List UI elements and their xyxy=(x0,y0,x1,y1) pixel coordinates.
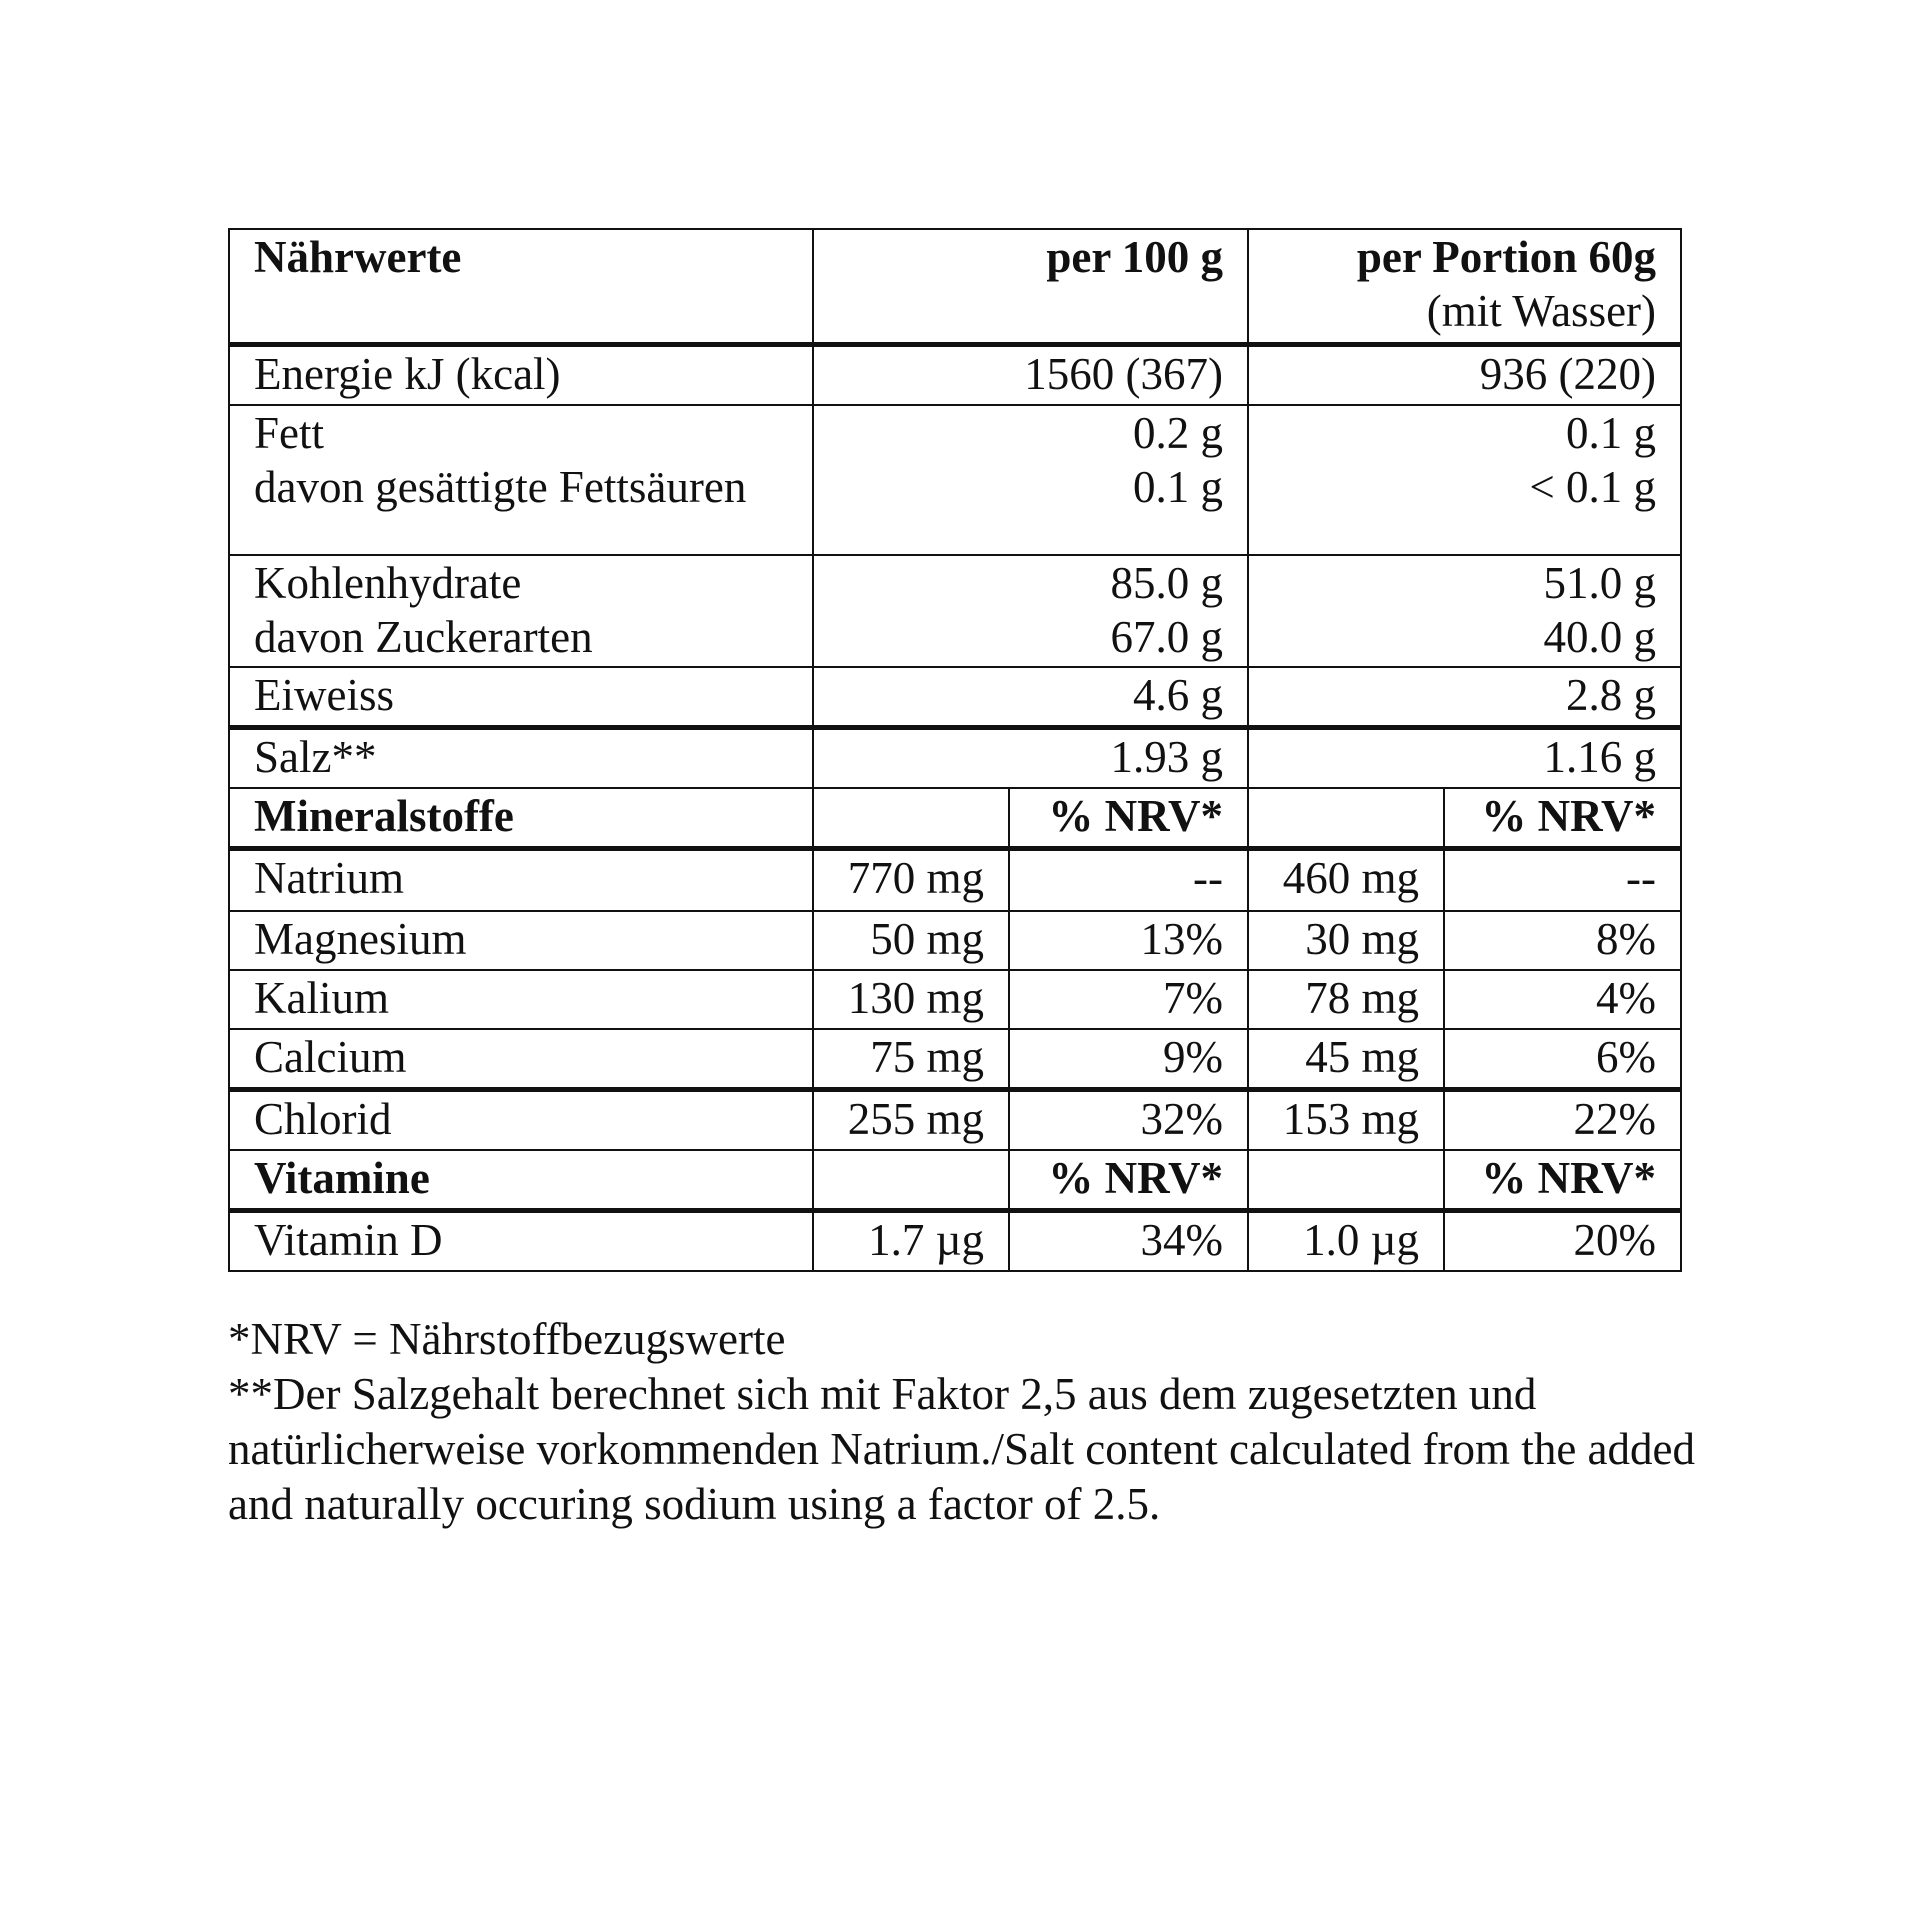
table-row-energy xyxy=(229,345,1681,406)
carbs-per-100g xyxy=(813,555,1248,667)
mineral-amount-100g: 75 mg xyxy=(813,1029,1009,1090)
minerals-header-nrv-portion: % NRV* xyxy=(1444,788,1681,849)
protein-per-portion: 2.8 g xyxy=(1248,667,1681,728)
table-row-carbohydrates xyxy=(229,555,1681,667)
mineral-name: Chlorid xyxy=(229,1090,813,1151)
carbs-per-portion xyxy=(1248,555,1681,667)
nutrition-table xyxy=(228,228,1682,1272)
table-row-mineral xyxy=(229,1029,1681,1090)
minerals-header-row xyxy=(229,788,1681,849)
table-row-salt xyxy=(229,728,1681,789)
mineral-nrv-100g: 13% xyxy=(1009,911,1248,970)
vitamin-nrv-100g: 34% xyxy=(1009,1211,1248,1272)
table-row-protein xyxy=(229,667,1681,728)
fat-label: Fett xyxy=(254,408,325,458)
mineral-amount-100g: 255 mg xyxy=(813,1090,1009,1151)
footnote-nrv: *NRV = Nährstoffbezugswerte xyxy=(228,1314,786,1364)
fat-per-100g-value: 0.2 g xyxy=(1133,408,1224,458)
fat-labels xyxy=(229,405,813,555)
table-row-mineral xyxy=(229,970,1681,1029)
footnotes xyxy=(228,1312,1708,1532)
table-row-mineral xyxy=(229,911,1681,970)
table-header-row xyxy=(229,229,1681,345)
sugars-label: davon Zuckerarten xyxy=(254,612,593,662)
mineral-amount-100g: 770 mg xyxy=(813,849,1009,912)
mineral-nrv-portion: 22% xyxy=(1444,1090,1681,1151)
mineral-nrv-100g: -- xyxy=(1009,849,1248,912)
carbs-per-portion-value: 51.0 g xyxy=(1543,558,1657,608)
sugars-per-portion-value: 40.0 g xyxy=(1543,612,1657,662)
mineral-name: Natrium xyxy=(229,849,813,912)
fat-per-portion-value: 0.1 g xyxy=(1566,408,1657,458)
fat-per-100g xyxy=(813,405,1248,555)
header-label: Nährwerte xyxy=(229,229,813,345)
saturated-fat-per-portion-value: < 0.1 g xyxy=(1529,462,1657,512)
salt-per-100g: 1.93 g xyxy=(813,728,1248,789)
header-per-portion-title: per Portion 60g xyxy=(1356,232,1657,282)
mineral-amount-portion: 30 mg xyxy=(1248,911,1444,970)
table-row-mineral xyxy=(229,849,1681,912)
minerals-header-label: Mineralstoffe xyxy=(229,788,813,849)
vitamins-header-label: Vitamine xyxy=(229,1150,813,1211)
table-row-fat xyxy=(229,405,1681,555)
mineral-nrv-100g: 7% xyxy=(1009,970,1248,1029)
minerals-header-nrv-100g: % NRV* xyxy=(1009,788,1248,849)
vitamin-name: Vitamin D xyxy=(229,1211,813,1272)
mineral-name: Magnesium xyxy=(229,911,813,970)
mineral-amount-100g: 130 mg xyxy=(813,970,1009,1029)
vitamins-header-row xyxy=(229,1150,1681,1211)
table-row-vitamin xyxy=(229,1211,1681,1272)
mineral-nrv-portion: 8% xyxy=(1444,911,1681,970)
vitamins-header-blank-portion xyxy=(1248,1150,1444,1211)
protein-label: Eiweiss xyxy=(229,667,813,728)
minerals-header-blank-portion xyxy=(1248,788,1444,849)
carbs-label: Kohlenhydrate xyxy=(254,558,522,608)
header-per-portion xyxy=(1248,229,1681,345)
footnote-salt: **Der Salzgehalt berechnet sich mit Faktor 2,5 aus dem zugesetzten und natürlicherweise vorkommenden Natrium./Salt content calculated from the added and naturally occuring sodium using a factor of 2.5. xyxy=(228,1369,1695,1529)
carbs-per-100g-value: 85.0 g xyxy=(1110,558,1224,608)
mineral-nrv-100g: 9% xyxy=(1009,1029,1248,1090)
mineral-nrv-portion: 6% xyxy=(1444,1029,1681,1090)
carbs-labels xyxy=(229,555,813,667)
salt-label: Salz** xyxy=(229,728,813,789)
energy-per-portion: 936 (220) xyxy=(1248,345,1681,406)
vitamins-header-blank-100g xyxy=(813,1150,1009,1211)
protein-per-100g: 4.6 g xyxy=(813,667,1248,728)
sugars-per-100g-value: 67.0 g xyxy=(1110,612,1224,662)
table-row-mineral xyxy=(229,1090,1681,1151)
vitamin-nrv-portion: 20% xyxy=(1444,1211,1681,1272)
mineral-name: Kalium xyxy=(229,970,813,1029)
vitamins-header-nrv-100g: % NRV* xyxy=(1009,1150,1248,1211)
energy-label: Energie kJ (kcal) xyxy=(229,345,813,406)
mineral-name: Calcium xyxy=(229,1029,813,1090)
vitamin-amount-portion: 1.0 µg xyxy=(1248,1211,1444,1272)
mineral-amount-100g: 50 mg xyxy=(813,911,1009,970)
vitamins-header-nrv-portion: % NRV* xyxy=(1444,1150,1681,1211)
mineral-nrv-portion: -- xyxy=(1444,849,1681,912)
saturated-fat-per-100g-value: 0.1 g xyxy=(1133,462,1224,512)
salt-per-portion: 1.16 g xyxy=(1248,728,1681,789)
mineral-amount-portion: 153 mg xyxy=(1248,1090,1444,1151)
minerals-header-blank-100g xyxy=(813,788,1009,849)
mineral-amount-portion: 45 mg xyxy=(1248,1029,1444,1090)
energy-per-100g: 1560 (367) xyxy=(813,345,1248,406)
mineral-nrv-100g: 32% xyxy=(1009,1090,1248,1151)
mineral-amount-portion: 78 mg xyxy=(1248,970,1444,1029)
fat-per-portion xyxy=(1248,405,1681,555)
saturated-fat-label: davon gesättigte Fettsäuren xyxy=(254,462,747,512)
header-per-portion-note: (mit Wasser) xyxy=(1426,286,1657,336)
mineral-nrv-portion: 4% xyxy=(1444,970,1681,1029)
vitamin-amount-100g: 1.7 µg xyxy=(813,1211,1009,1272)
header-per-100g: per 100 g xyxy=(813,229,1248,345)
mineral-amount-portion: 460 mg xyxy=(1248,849,1444,912)
